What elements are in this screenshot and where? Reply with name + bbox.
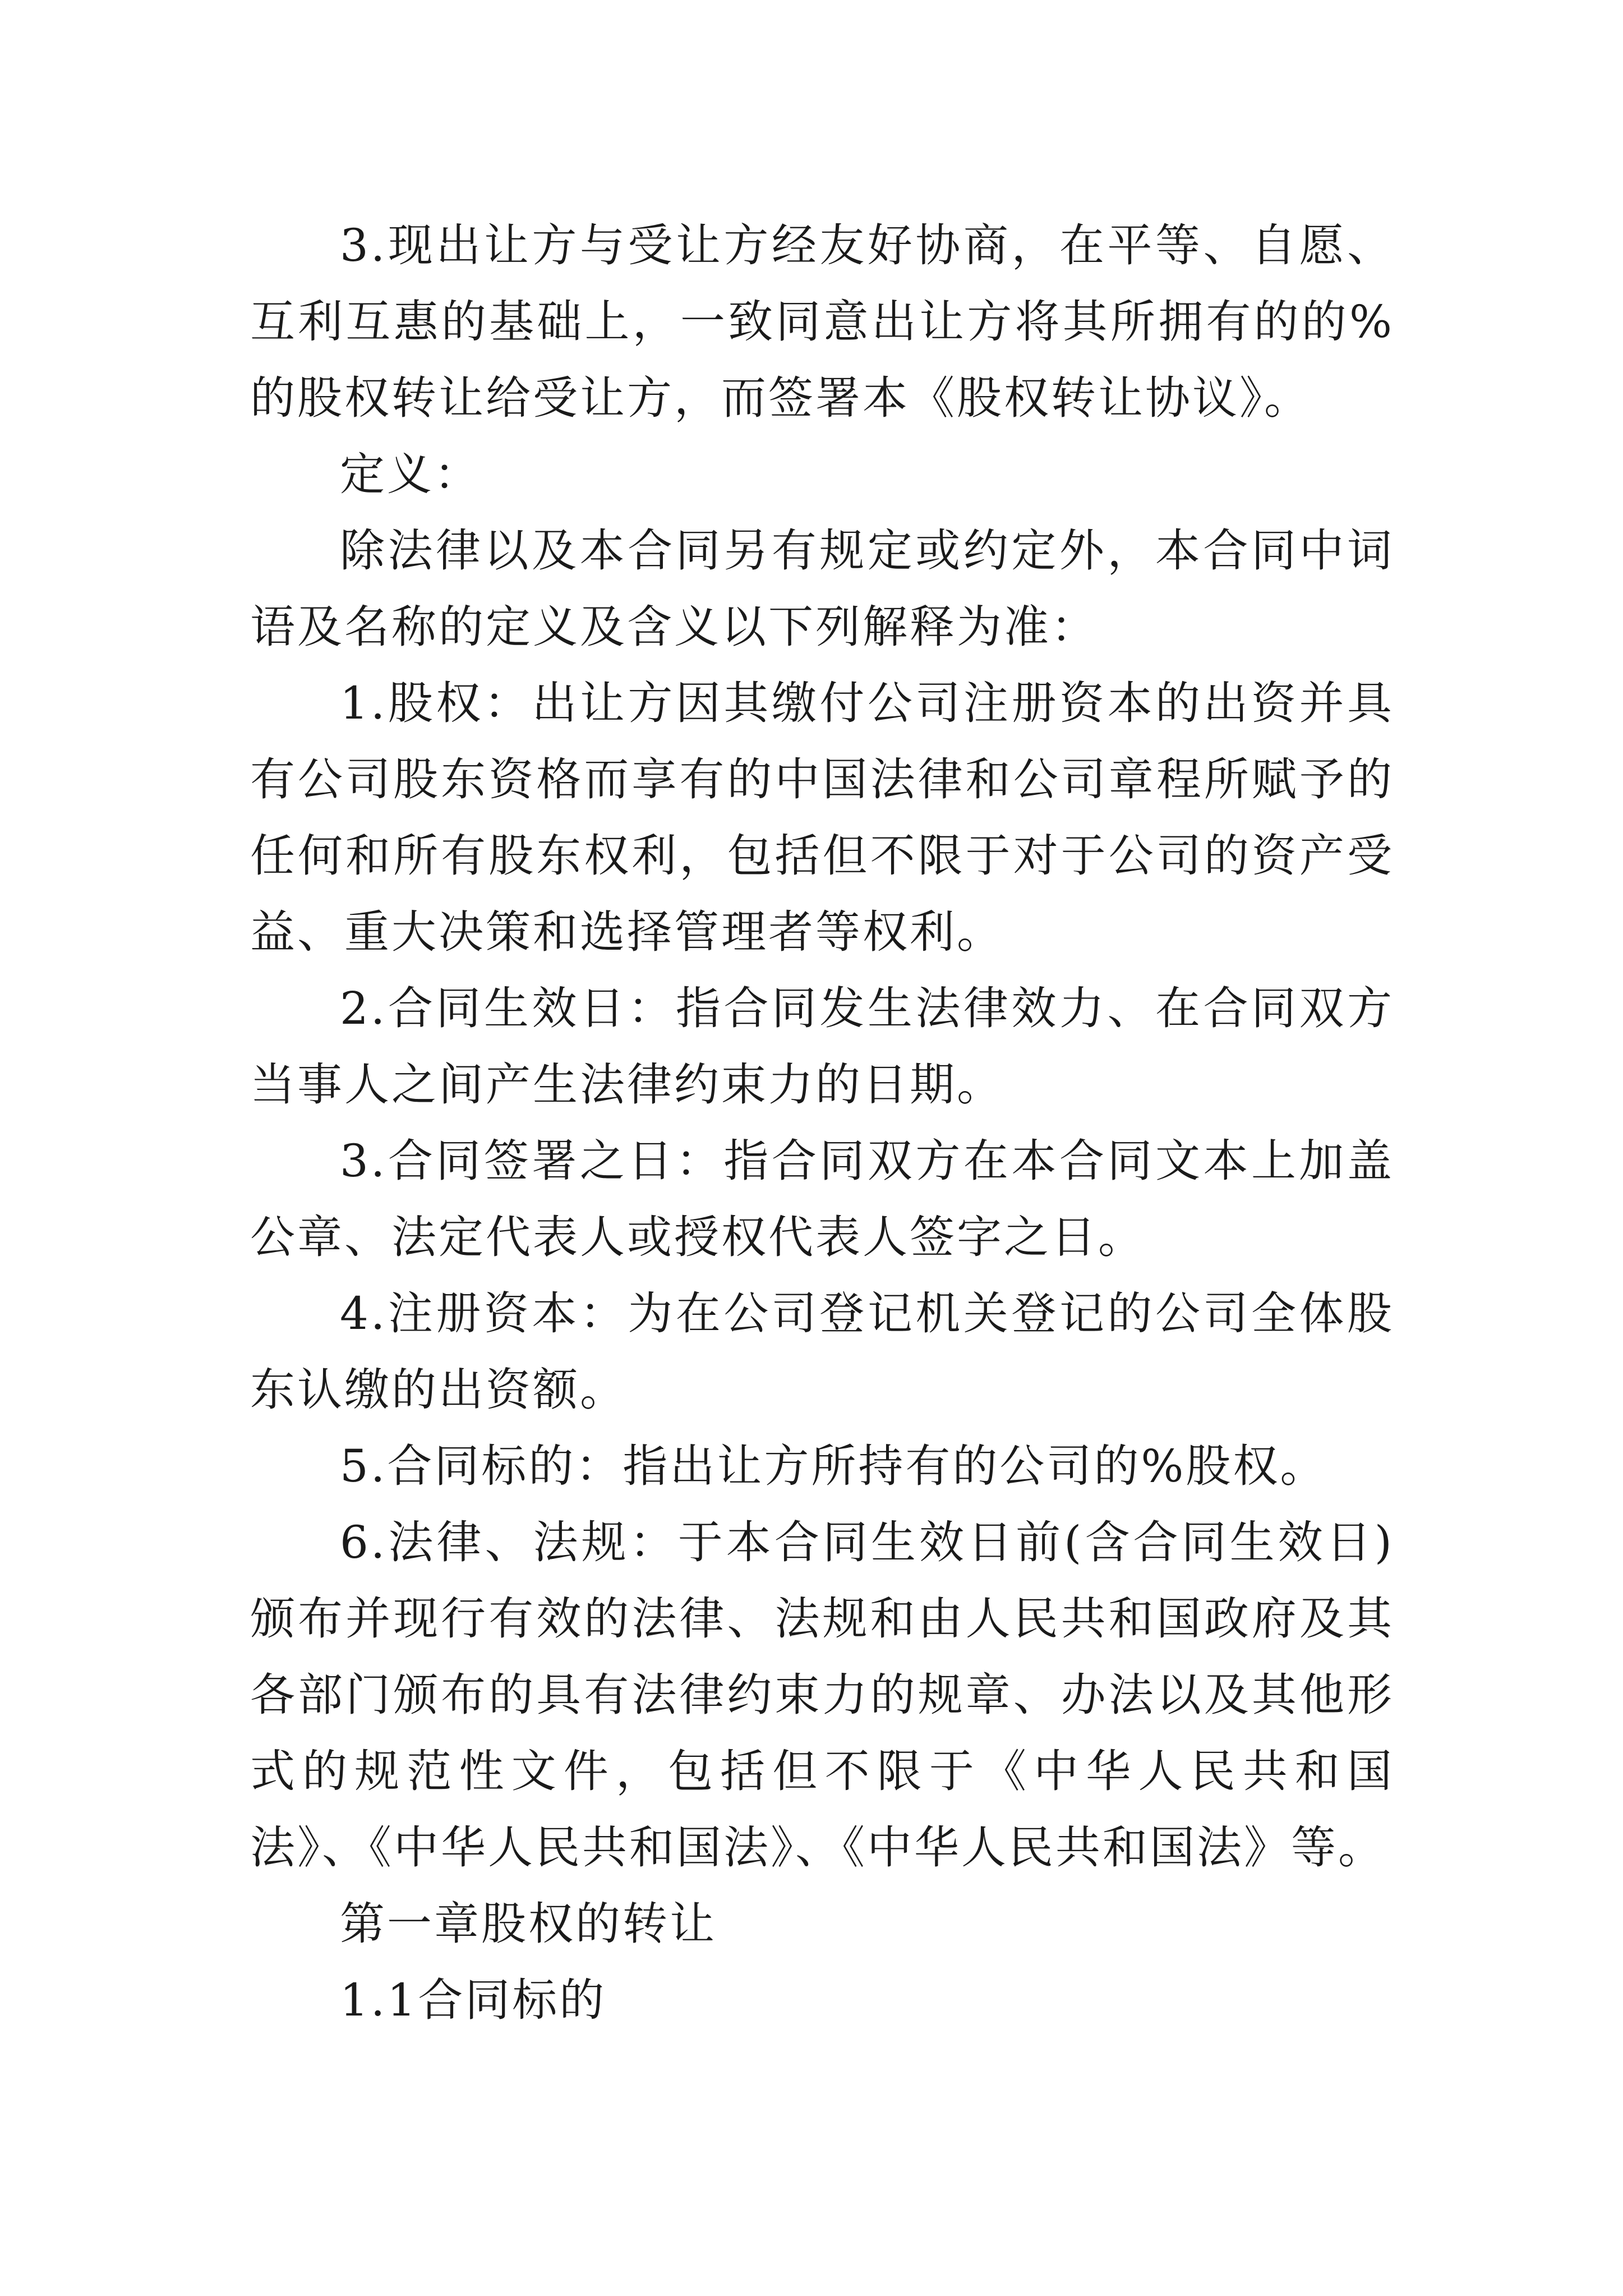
paragraph-definitions-intro: 除法律以及本合同另有规定或约定外，本合同中词语及名称的定义及含义以下列解释为准： [250,524,1394,653]
chapter-heading: 第一章股权的转让 [340,1898,717,1950]
paragraph-definition-laws: 6.法律、法规：于本合同生效日前(含合同生效日)颁布并现行有效的法律、法规和由人民共和国政府及其各部门颁布的具有法律约束力的规章、办法以及其他形式的规范性文件，包括但不限于《中华人民共和国法》、《中华人民共和国法》、《中华人民共和国法》等。 [250,1516,1394,1874]
paragraph-definition-contract-subject: 5.合同标的：指出让方所持有的公司的%股权。 [340,1440,1327,1492]
paragraph-agreement-intent: 3.现出让方与受让方经友好协商，在平等、自愿、互利互惠的基础上，一致同意出让方将其所拥有的的%的股权转让给受让方，而签署本《股权转让协议》。 [250,219,1394,424]
document-body [250,208,1394,2039]
paragraph-definition-effective-date: 2.合同生效日：指合同发生法律效力、在合同双方当事人之间产生法律约束力的日期。 [250,982,1394,1111]
paragraph-definition-signing-date: 3.合同签署之日：指合同双方在本合同文本上加盖公章、法定代表人或授权代表人签字之日。 [250,1135,1394,1263]
paragraph-definition-registered-capital: 4.注册资本：为在公司登记机关登记的公司全体股东认缴的出资额。 [250,1287,1394,1416]
paragraph-definition-equity: 1.股权：出让方因其缴付公司注册资本的出资并具有公司股东资格而享有的中国法律和公司章程所赋予的任何和所有股东权利，包括但不限于对于公司的资产受益、重大决策和选择管理者等权利。 [250,677,1394,958]
paragraph-definitions-heading: 定义： [340,448,481,500]
section-heading: 1.1合同标的 [340,1974,607,2026]
